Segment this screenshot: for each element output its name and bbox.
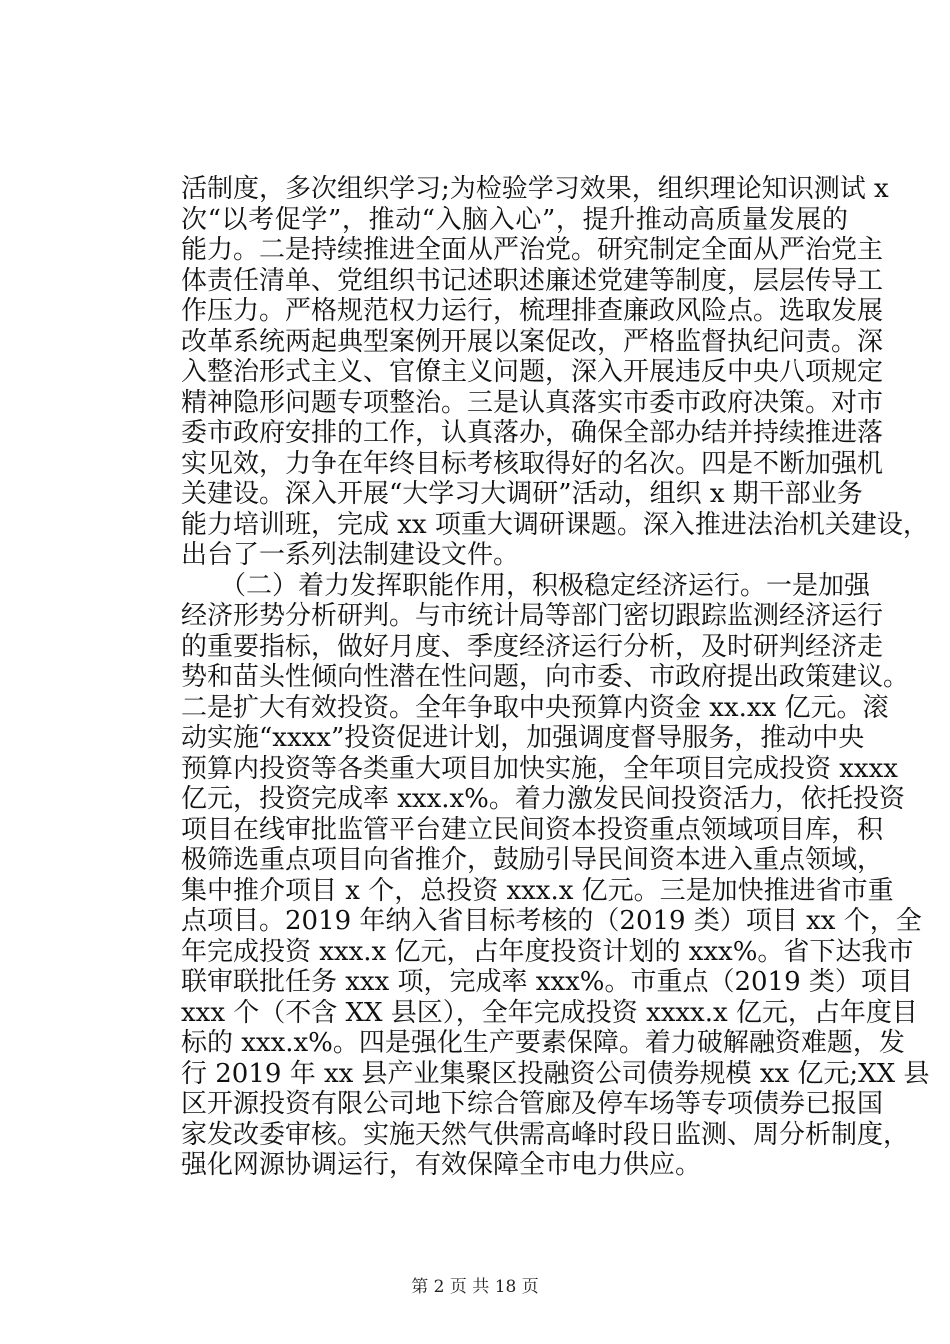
text-line: 集中推介项目 x 个，总投资 xxx.x 亿元。三是加快推进省市重 (181, 875, 894, 906)
text-line: 出台了一系列法制建设文件。 (181, 540, 520, 570)
text-line: 预算内投资等各类重大项目加快实施，全年项目完成投资 xxxx (181, 753, 898, 784)
text-line: 点项目。2019 年纳入省目标考核的（2019 类）项目 xx 个，全 (181, 906, 922, 936)
text-line: 家发改委审核。实施天然气供需高峰时段日监测、周分析制度， (181, 1119, 910, 1150)
text-line: 联审联批任务 xxx 项，完成率 xxx%。市重点（2019 类）项目 (181, 967, 913, 997)
text-line: 能力培训班，完成 xx 项重大调研课题。深入推进法治机关建设， (181, 509, 929, 540)
text-line: 改革系统两起典型案例开展以案促改，严格监督执纪问责。深 (181, 326, 884, 357)
page-footer: 第 2 页 共 18 页 (411, 1277, 539, 1297)
text-line: 的重要指标，做好月度、季度经济运行分析，及时研判经济走 (181, 631, 884, 662)
text-line: 委市政府安排的工作，认真落办，确保全部办结并持续推进落 (181, 418, 884, 448)
text-line: 二是扩大有效投资。全年争取中央预算内资金 xx.xx 亿元。滚 (181, 692, 889, 723)
text-line: 实见效，力争在年终目标考核取得好的名次。四是不断加强机 (181, 448, 884, 479)
text-line: 体责任清单、党组织书记述职述廉述党建等制度，层层传导工 (181, 265, 884, 296)
text-line: 标的 xxx.x%。四是强化生产要素保障。着力破解融资难题，发 (181, 1028, 905, 1058)
text-line: 年完成投资 xxx.x 亿元，占年度投资计划的 xxx%。省下达我市 (181, 936, 914, 967)
text-line: 项目在线审批监管平台建立民间资本投资重点领域项目库，积 (181, 814, 884, 845)
document-body (181, 174, 930, 1181)
text-line: 次“以考促学”，推动“入脑入心”，提升推动高质量发展的 (181, 204, 848, 235)
paragraph-party-building (181, 174, 929, 571)
text-line: 势和苗头性倾向性潜在性问题，向市委、市政府提出政策建议。 (181, 662, 910, 692)
text-line: xxx 个（不含 XX 县区），全年完成投资 xxxx.x 亿元，占年度目 (181, 997, 918, 1028)
text-line: 能力。二是持续推进全面从严治党。研究制定全面从严治党主 (181, 235, 884, 265)
text-line: 关建设。深入开展“大学习大调研”活动，组织 x 期干部业务 (181, 479, 863, 509)
text-line: 极筛选重点项目向省推介，鼓励引导民间资本进入重点领域， (181, 845, 884, 875)
text-line: 动实施“xxxx”投资促进计划，加强调度督导服务，推动中央 (181, 723, 865, 753)
text-line: 作压力。严格规范权力运行，梳理排查廉政风险点。选取发展 (181, 296, 884, 326)
text-line: 行 2019 年 xx 县产业集聚区投融资公司债券规模 xx 亿元;XX 县 (181, 1058, 930, 1089)
paragraph-economic-operation (181, 570, 930, 1181)
text-line: （二）着力发挥职能作用，积极稳定经济运行。一是加强 (181, 570, 871, 601)
text-line: 精神隐形问题专项整治。三是认真落实市委市政府决策。对市 (181, 387, 884, 418)
text-line: 亿元，投资完成率 xxx.x%。着力激发民间投资活力，依托投资 (181, 784, 905, 814)
text-line: 活制度，多次组织学习;为检验学习效果，组织理论知识测试 x (181, 174, 889, 204)
text-line: 入整治形式主义、官僚主义问题，深入开展违反中央八项规定 (181, 357, 884, 387)
text-line: 经济形势分析研判。与市统计局等部门密切跟踪监测经济运行 (181, 601, 884, 631)
text-line: 强化网源协调运行，有效保障全市电力供应。 (181, 1150, 702, 1180)
text-line: 区开源投资有限公司地下综合管廊及停车场等专项债券已报国 (181, 1089, 884, 1119)
